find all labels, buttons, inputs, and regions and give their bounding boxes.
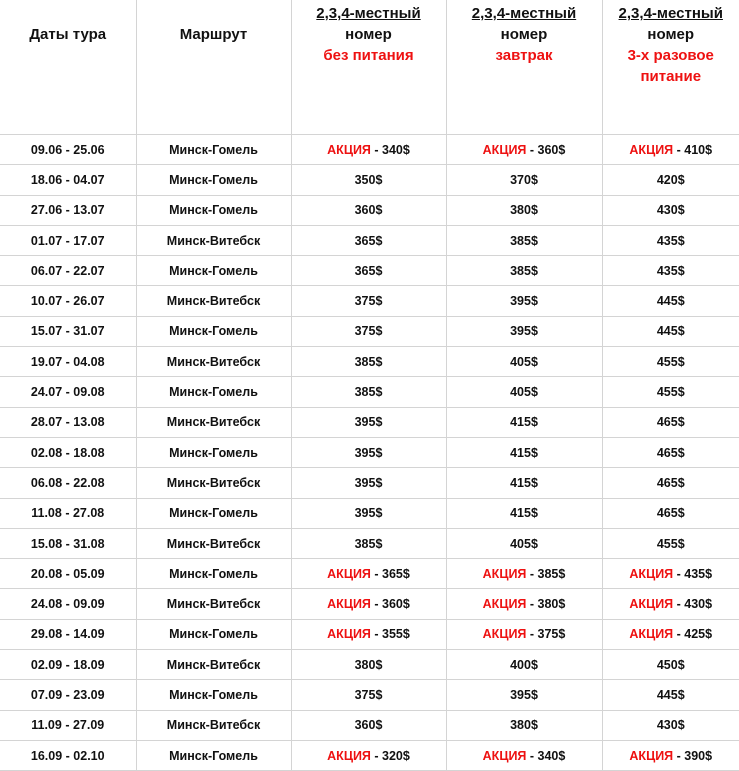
price-value: 445$ [657,688,685,702]
promo-separator: - [673,567,684,581]
price-value: 375$ [355,324,383,338]
price-cell-3 [602,740,739,770]
price-cell-2 [446,316,602,346]
price-value: 360$ [355,718,383,732]
price-value: 370$ [510,173,538,187]
header-breakfast [446,0,602,135]
price-value: 320$ [382,749,410,763]
table-row [0,135,739,165]
tour-dates-cell: 02.08 - 18.08 [0,437,136,467]
route-cell: Минск-Витебск [136,286,291,316]
price-cell-3 [602,710,739,740]
price-cell-1 [291,589,446,619]
price-cell-2 [446,528,602,558]
route-cell: Минск-Гомель [136,135,291,165]
price-cell-2 [446,650,602,680]
table-row [0,740,739,770]
price-cell-2 [446,225,602,255]
route-cell: Минск-Гомель [136,740,291,770]
route-cell: Минск-Гомель [136,498,291,528]
price-value: 410$ [684,143,712,157]
price-value: 365$ [355,234,383,248]
price-value: 465$ [657,415,685,429]
price-value: 360$ [538,143,566,157]
price-value: 405$ [510,355,538,369]
route-cell: Минск-Витебск [136,650,291,680]
price-cell-1 [291,680,446,710]
price-cell-1 [291,650,446,680]
room-type-label: 2,3,4-местный [292,3,446,24]
price-cell-1 [291,437,446,467]
price-value: 380$ [538,597,566,611]
tour-dates-cell: 15.08 - 31.08 [0,528,136,558]
price-cell-2 [446,680,602,710]
price-value: 405$ [510,385,538,399]
route-cell: Минск-Гомель [136,165,291,195]
price-cell-2 [446,347,602,377]
promo-label: АКЦИЯ [327,627,371,641]
price-cell-2 [446,256,602,286]
price-cell-3 [602,195,739,225]
promo-label: АКЦИЯ [327,143,371,157]
table-header-row [0,0,739,135]
price-cell-3 [602,377,739,407]
price-value: 435$ [657,264,685,278]
tour-dates-cell: 01.07 - 17.07 [0,225,136,255]
price-value: 430$ [657,203,685,217]
price-value: 425$ [684,627,712,641]
promo-separator: - [526,597,537,611]
price-cell-2 [446,559,602,589]
tour-dates-cell: 20.08 - 05.09 [0,559,136,589]
price-cell-2 [446,195,602,225]
route-cell: Минск-Гомель [136,437,291,467]
price-cell-1 [291,528,446,558]
tour-dates-cell: 11.08 - 27.08 [0,498,136,528]
price-value: 385$ [355,355,383,369]
price-cell-1 [291,407,446,437]
table-row [0,225,739,255]
price-cell-2 [446,740,602,770]
promo-label: АКЦИЯ [629,749,673,763]
price-value: 395$ [355,446,383,460]
route-cell: Минск-Витебск [136,589,291,619]
price-value: 435$ [684,567,712,581]
promo-separator: - [673,749,684,763]
route-cell: Минск-Гомель [136,316,291,346]
price-cell-2 [446,710,602,740]
promo-label: АКЦИЯ [483,597,527,611]
price-cell-3 [602,650,739,680]
promo-label: АКЦИЯ [629,567,673,581]
route-cell: Минск-Гомель [136,619,291,649]
price-value: 445$ [657,324,685,338]
price-cell-1 [291,498,446,528]
table-row [0,559,739,589]
price-cell-1 [291,377,446,407]
route-cell: Минск-Витебск [136,528,291,558]
route-cell: Минск-Витебск [136,225,291,255]
tour-dates-cell: 16.09 - 02.10 [0,740,136,770]
promo-label: АКЦИЯ [483,627,527,641]
room-word-label: номер [292,24,446,45]
room-word-label: номер [603,24,739,45]
table-row [0,286,739,316]
table-row [0,407,739,437]
price-cell-3 [602,619,739,649]
price-value: 455$ [657,385,685,399]
price-value: 360$ [382,597,410,611]
price-cell-1 [291,195,446,225]
table-row [0,468,739,498]
promo-separator: - [371,567,382,581]
meal-breakfast-label: завтрак [447,45,602,66]
tour-dates-cell: 07.09 - 23.09 [0,680,136,710]
price-cell-3 [602,528,739,558]
price-cell-2 [446,135,602,165]
price-value: 430$ [684,597,712,611]
promo-label: АКЦИЯ [629,627,673,641]
price-cell-1 [291,710,446,740]
price-value: 465$ [657,506,685,520]
price-cell-2 [446,377,602,407]
price-cell-3 [602,407,739,437]
price-value: 395$ [510,324,538,338]
promo-label: АКЦИЯ [327,749,371,763]
price-cell-2 [446,619,602,649]
route-cell: Минск-Витебск [136,468,291,498]
price-value: 455$ [657,355,685,369]
meal-full-label-2: питание [603,66,739,87]
table-row [0,377,739,407]
price-cell-1 [291,347,446,377]
price-cell-3 [602,286,739,316]
table-row [0,710,739,740]
room-type-label: 2,3,4-местный [447,3,602,24]
price-value: 365$ [355,264,383,278]
route-cell: Минск-Гомель [136,195,291,225]
tour-dates-cell: 28.07 - 13.08 [0,407,136,437]
table-row [0,498,739,528]
header-dates: Даты тура [0,0,136,135]
route-cell: Минск-Витебск [136,347,291,377]
price-value: 400$ [510,658,538,672]
table-body [0,135,739,771]
price-cell-3 [602,437,739,467]
tour-dates-cell: 27.06 - 13.07 [0,195,136,225]
price-value: 375$ [538,627,566,641]
route-cell: Минск-Гомель [136,559,291,589]
tour-dates-cell: 10.07 - 26.07 [0,286,136,316]
price-cell-2 [446,165,602,195]
tour-dates-cell: 09.06 - 25.06 [0,135,136,165]
price-value: 380$ [510,203,538,217]
price-cell-1 [291,619,446,649]
table-row [0,680,739,710]
price-value: 350$ [355,173,383,187]
route-cell: Минск-Гомель [136,256,291,286]
route-cell: Минск-Витебск [136,710,291,740]
tour-dates-cell: 02.09 - 18.09 [0,650,136,680]
price-value: 385$ [355,385,383,399]
promo-label: АКЦИЯ [327,567,371,581]
price-value: 415$ [510,415,538,429]
price-cell-1 [291,225,446,255]
promo-label: АКЦИЯ [629,597,673,611]
price-value: 360$ [355,203,383,217]
price-cell-1 [291,316,446,346]
meal-full-label-1: 3-х разовое [603,45,739,66]
promo-separator: - [673,627,684,641]
tour-dates-cell: 29.08 - 14.09 [0,619,136,649]
table-row [0,589,739,619]
promo-separator: - [371,749,382,763]
price-value: 385$ [510,234,538,248]
tour-dates-cell: 24.07 - 09.08 [0,377,136,407]
promo-label: АКЦИЯ [483,143,527,157]
price-cell-2 [446,498,602,528]
price-value: 380$ [510,718,538,732]
price-value: 395$ [355,506,383,520]
price-value: 375$ [355,294,383,308]
tour-dates-cell: 24.08 - 09.09 [0,589,136,619]
table-row [0,347,739,377]
table-row [0,528,739,558]
price-value: 445$ [657,294,685,308]
promo-separator: - [526,627,537,641]
price-cell-2 [446,589,602,619]
price-value: 415$ [510,476,538,490]
price-value: 375$ [355,688,383,702]
route-cell: Минск-Витебск [136,407,291,437]
price-value: 340$ [538,749,566,763]
price-value: 385$ [510,264,538,278]
price-value: 390$ [684,749,712,763]
table-row [0,195,739,225]
table-row [0,650,739,680]
price-value: 420$ [657,173,685,187]
room-type-label: 2,3,4-местный [603,3,739,24]
tour-dates-cell: 11.09 - 27.09 [0,710,136,740]
price-value: 450$ [657,658,685,672]
table-row [0,316,739,346]
price-cell-3 [602,589,739,619]
route-cell: Минск-Гомель [136,680,291,710]
price-cell-3 [602,347,739,377]
price-cell-1 [291,256,446,286]
price-value: 455$ [657,537,685,551]
price-value: 385$ [538,567,566,581]
price-value: 465$ [657,476,685,490]
price-cell-3 [602,559,739,589]
price-cell-2 [446,286,602,316]
promo-separator: - [371,627,382,641]
price-cell-2 [446,407,602,437]
promo-separator: - [526,143,537,157]
price-cell-1 [291,559,446,589]
price-value: 435$ [657,234,685,248]
price-cell-2 [446,468,602,498]
promo-label: АКЦИЯ [483,749,527,763]
promo-separator: - [371,597,382,611]
price-value: 385$ [355,537,383,551]
tour-dates-cell: 19.07 - 04.08 [0,347,136,377]
promo-label: АКЦИЯ [483,567,527,581]
table-row [0,619,739,649]
price-cell-3 [602,256,739,286]
price-cell-3 [602,165,739,195]
price-value: 340$ [382,143,410,157]
room-word-label: номер [447,24,602,45]
price-cell-1 [291,468,446,498]
promo-label: АКЦИЯ [327,597,371,611]
price-cell-3 [602,468,739,498]
meal-none-label: без питания [292,45,446,66]
price-value: 395$ [355,415,383,429]
promo-label: АКЦИЯ [629,143,673,157]
tour-dates-cell: 15.07 - 31.07 [0,316,136,346]
table-row [0,165,739,195]
promo-separator: - [371,143,382,157]
price-value: 415$ [510,446,538,460]
price-value: 365$ [382,567,410,581]
price-cell-3 [602,498,739,528]
price-cell-1 [291,286,446,316]
price-cell-3 [602,225,739,255]
price-value: 465$ [657,446,685,460]
price-cell-3 [602,316,739,346]
header-full-board [602,0,739,135]
price-value: 415$ [510,506,538,520]
price-value: 395$ [355,476,383,490]
promo-separator: - [673,143,684,157]
price-value: 380$ [355,658,383,672]
price-value: 355$ [382,627,410,641]
promo-separator: - [673,597,684,611]
table-row [0,437,739,467]
header-no-meals [291,0,446,135]
promo-separator: - [526,567,537,581]
route-cell: Минск-Гомель [136,377,291,407]
price-value: 430$ [657,718,685,732]
price-cell-1 [291,165,446,195]
price-cell-1 [291,740,446,770]
tour-dates-cell: 06.08 - 22.08 [0,468,136,498]
price-value: 405$ [510,537,538,551]
price-cell-3 [602,680,739,710]
tour-dates-cell: 06.07 - 22.07 [0,256,136,286]
header-route: Маршрут [136,0,291,135]
price-value: 395$ [510,294,538,308]
tour-dates-cell: 18.06 - 04.07 [0,165,136,195]
price-value: 395$ [510,688,538,702]
price-cell-2 [446,437,602,467]
price-cell-3 [602,135,739,165]
promo-separator: - [526,749,537,763]
price-cell-1 [291,135,446,165]
table-row [0,256,739,286]
